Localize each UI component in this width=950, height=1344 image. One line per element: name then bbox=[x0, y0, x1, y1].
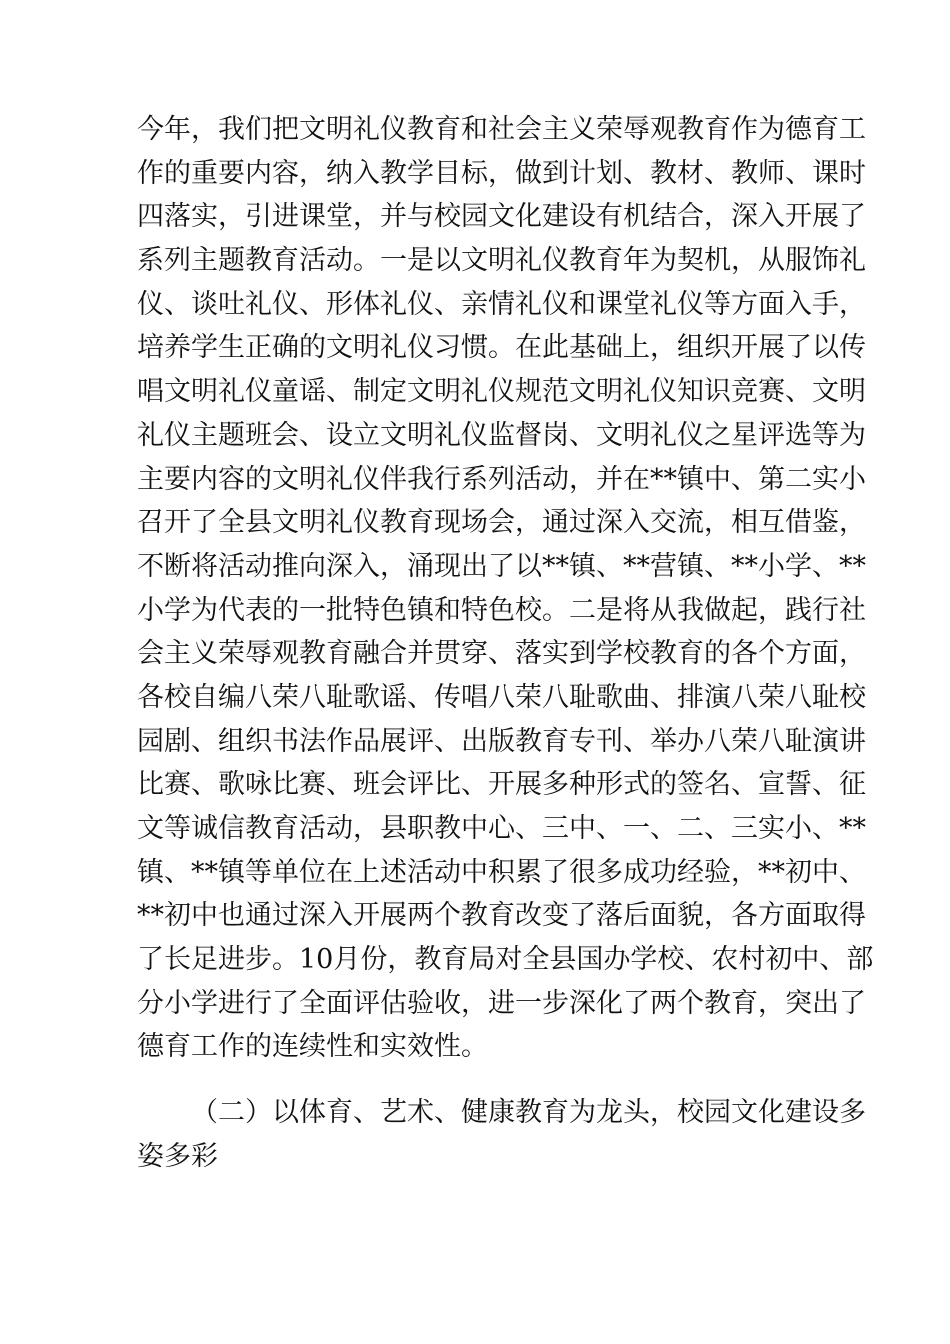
paragraph-line: **初中也通过深入开展两个教育改变了落后面貌，各方面取得 bbox=[137, 900, 866, 932]
paragraph-line: 比赛、歌咏比赛、班会评比、开展多种形式的签名、宣誓、征 bbox=[137, 769, 866, 801]
paragraph-line: 镇、**镇等单位在上述活动中积累了很多成功经验，**初中、 bbox=[137, 856, 866, 888]
heading-line: 姿多彩 bbox=[137, 1140, 218, 1172]
section-heading bbox=[137, 1091, 866, 1178]
paragraph-line: 不断将活动推向深入，涌现出了以**镇、**营镇、**小学、** bbox=[137, 550, 866, 582]
heading-line: （二）以体育、艺术、健康教育为龙头，校园文化建设多 bbox=[191, 1097, 866, 1128]
paragraph-line: 了长足进步。10月份，教育局对全县国办学校、农村初中、部 bbox=[137, 944, 874, 976]
paragraph-line: 召开了全县文明礼仪教育现场会，通过深入交流，相互借鉴， bbox=[137, 507, 866, 539]
paragraph-line: 小学为代表的一批特色镇和特色校。二是将从我做起，践行社 bbox=[137, 594, 866, 626]
paragraph-line: 今年，我们把文明礼仪教育和社会主义荣辱观教育作为德育工 bbox=[137, 114, 866, 145]
paragraph-line: 作的重要内容，纳入教学目标，做到计划、教材、教师、课时 bbox=[137, 157, 866, 189]
paragraph-line: 唱文明礼仪童谣、制定文明礼仪规范文明礼仪知识竞赛、文明 bbox=[137, 376, 866, 408]
paragraph-line: 会主义荣辱观教育融合并贯穿、落实到学校教育的各个方面， bbox=[137, 638, 866, 670]
paragraph-line: 分小学进行了全面评估验收，进一步深化了两个教育，突出了 bbox=[137, 987, 866, 1019]
paragraph-line: 主要内容的文明礼仪伴我行系列活动，并在**镇中、第二实小 bbox=[137, 463, 866, 495]
paragraph-line: 培养学生正确的文明礼仪习惯。在此基础上，组织开展了以传 bbox=[137, 332, 866, 364]
paragraph-line: 礼仪主题班会、设立文明礼仪监督岗、文明礼仪之星评选等为 bbox=[137, 419, 866, 451]
paragraph-line: 文等诚信教育活动，县职教中心、三中、一、二、三实小、** bbox=[137, 813, 866, 844]
paragraph-line: 园剧、组织书法作品展评、出版教育专刊、举办八荣八耻演讲 bbox=[137, 725, 866, 757]
paragraph-line: 四落实，引进课堂，并与校园文化建设有机结合，深入开展了 bbox=[137, 201, 866, 233]
body-paragraph bbox=[137, 108, 874, 1069]
paragraph-line: 德育工作的连续性和实效性。 bbox=[137, 1031, 488, 1063]
paragraph-line: 仪、谈吐礼仪、形体礼仪、亲情礼仪和课堂礼仪等方面入手， bbox=[137, 288, 866, 320]
paragraph-line: 各校自编八荣八耻歌谣、传唱八荣八耻歌曲、排演八荣八耻校 bbox=[137, 681, 866, 713]
paragraph-line: 系列主题教育活动。一是以文明礼仪教育年为契机，从服饰礼 bbox=[137, 245, 866, 277]
